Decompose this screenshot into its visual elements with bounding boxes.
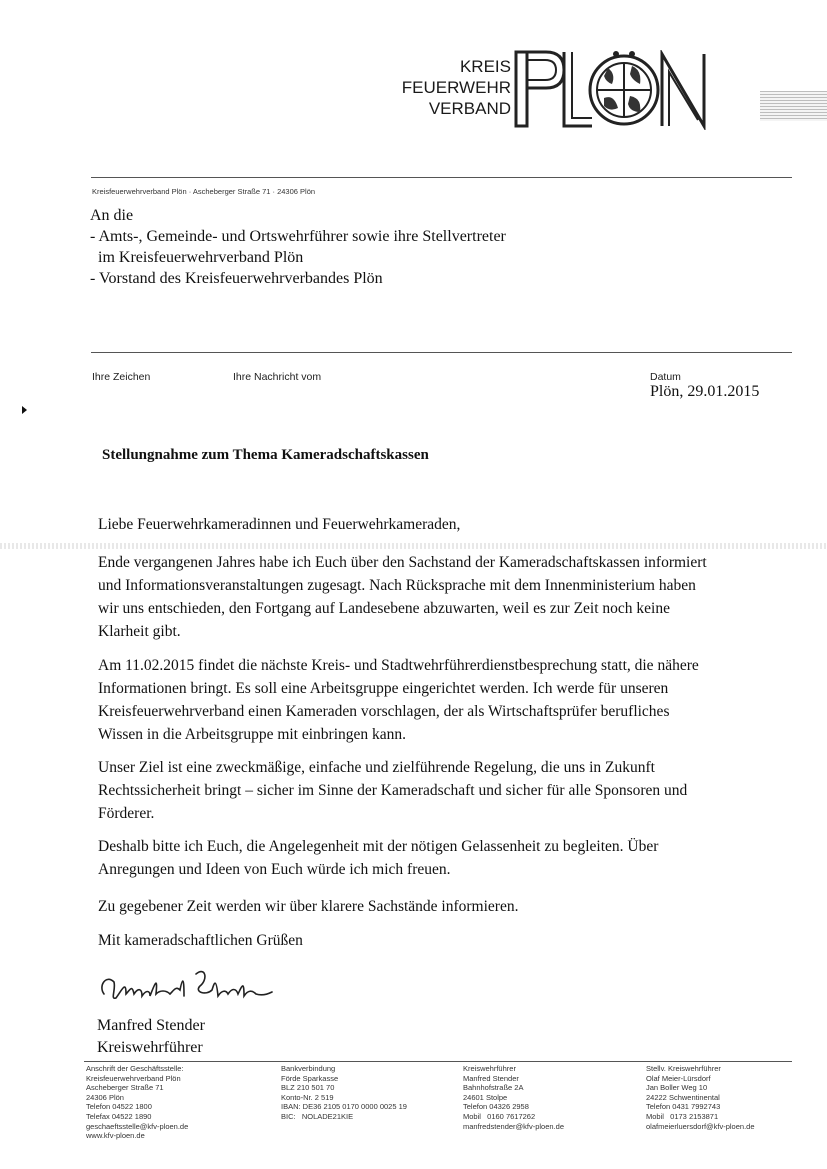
paragraph-2 [98,654,778,746]
footer-line: IBAN: DE36 2105 0170 0000 0025 19 [281,1102,407,1112]
footer-address-column [86,1064,188,1141]
footer-email-link[interactable]: manfredstender@kfv-ploen.de [463,1121,565,1131]
paragraph-line: Anregungen und Ideen von Euch würde ich mich freuen. [98,861,451,878]
handwritten-signature [96,960,276,1012]
paragraph-line: Ende vergangenen Jahres habe ich Euch über den Sachstand der Kameradschaftskassen informiert [98,554,707,571]
closing [98,929,778,952]
footer-line: Stellv. Kreiswehrführer [646,1064,721,1073]
letter-date: Plön, 29.01.2015 [650,383,760,400]
footer-line: Bankverbindung [281,1064,336,1073]
footer-email-link[interactable]: olafmeierluersdorf@kfv-ploen.de [646,1121,755,1131]
your-sign-label: Ihre Zeichen [92,371,151,383]
paragraph-line: Am 11.02.2015 findet die nächste Kreis- und Stadtwehrführerdienstbesprechung statt, die nähere [98,657,699,674]
footer-line: BLZ 210 501 70 [281,1083,335,1093]
footer-line: Telefon 04326 2958 [463,1102,529,1112]
footer-line: 24306 Plön [86,1092,124,1102]
recipient-line: - Vorstand des Kreisfeuerwehrverbandes Plön [90,270,383,287]
footer-line: 24601 Stolpe [463,1092,508,1102]
paragraph-4 [98,835,778,881]
footer-line: Kreisfeuerwehrverband Plön [86,1073,181,1083]
footer-deputy-column [646,1064,755,1131]
salutation [98,513,778,536]
footer-chief-column [463,1064,564,1131]
footer-bank-column [281,1064,407,1122]
paragraph-line: und Informationsveranstaltungen zugesagt. Nach Rücksprache mit dem Innenministerium haben [98,577,696,594]
logo-letter-n [662,54,704,126]
footer-line: Bahnhofstraße 2A [463,1083,524,1093]
footer-line: Telefon 04522 1800 [86,1102,152,1112]
signer-title: Kreiswehrführer [97,1039,203,1056]
paragraph-line: Klarheit gibt. [98,623,181,640]
paragraph-5 [98,895,778,918]
sender-return-address: Kreisfeuerwehrverband Plön · Ascheberger Straße 71 · 24306 Plön [92,187,316,196]
signer-block [97,1015,205,1059]
paragraph-3 [98,756,778,825]
footer-line: Jan Boller Weg 10 [646,1083,708,1093]
letter-subject: Stellungnahme zum Thema Kameradschaftskassen [102,447,429,463]
closing-text: Mit kameradschaftlichen Grüßen [98,932,303,949]
paragraph-line: Förderer. [98,805,155,822]
footer-line: 24222 Schwentinental [646,1092,720,1102]
scan-artifact [760,91,827,121]
recipient-line: - Amts-, Gemeinde- und Ortswehrführer sowie ihre Stellvertreter [90,228,506,245]
ploen-logo [512,50,712,130]
footer-line: Mobil 0173 2153871 [646,1111,719,1121]
paragraph-line: Kreisfeuerwehrverband einen Kameraden vorschlagen, der als Wirtschaftsprüfer berufliches [98,703,670,720]
footer-line: Anschrift der Geschäftsstelle: [86,1064,184,1073]
paragraph-1 [98,551,778,643]
recipient-block [90,205,506,289]
footer-line: Kreiswehrführer [463,1064,516,1073]
letterhead-line-kreis: KREIS [459,57,511,76]
logo-letter-p [516,52,564,126]
footer-line: Ascheberger Straße 71 [86,1083,164,1093]
footer-line: Telefon 0431 7992743 [646,1102,721,1112]
reference-divider [91,352,792,353]
footer-line: Konto-Nr. 2 519 [281,1092,334,1102]
paragraph-line: Rechtssicherheit bringt – sicher im Sinne der Kameradschaft und sicher für alle Sponsoren und [98,782,688,799]
footer-line: BIC: NOLADE21KIE [281,1111,354,1121]
salutation-text: Liebe Feuerwehrkameradinnen und Feuerwehrkameraden, [98,516,461,533]
paragraph-line: Informationen bringt. Es soll eine Arbeitsgruppe eingerichtet werden. Ich werde für unseren [98,680,669,697]
your-message-label: Ihre Nachricht vom [233,371,322,383]
logo-emblem-icon [590,51,658,124]
scan-artifact-band [0,543,827,549]
footer-website-link[interactable]: www.kfv-ploen.de [86,1131,145,1141]
paragraph-line: Wissen in die Arbeitsgruppe mit einbringen kann. [98,726,407,743]
letterhead-line-verband: VERBAND [428,99,511,118]
signer-name: Manfred Stender [97,1017,205,1034]
fold-mark-icon [22,406,27,414]
paragraph-line: Unser Ziel ist eine zweckmäßige, einfache und zielführende Regelung, die uns in Zukunft [98,759,655,776]
recipient-line: An die [90,207,134,224]
footer-line: Förde Sparkasse [281,1073,339,1083]
logo-letter-l [564,52,592,126]
footer-line: Manfred Stender [463,1073,519,1083]
date-label: Datum [650,371,681,383]
footer-email-link[interactable]: geschaeftsstelle@kfv-ploen.de [86,1121,189,1131]
letterhead-org-name [395,56,511,119]
paragraph-line: wir uns entschieden, den Fortgang auf Landesebene abzuwarten, weil es zur Zeit noch keine [98,600,670,617]
header-divider [91,177,792,178]
footer-divider [84,1061,792,1062]
paragraph-line: Deshalb bitte ich Euch, die Angelegenheit mit der nötigen Gelassenheit zu begleiten. Über [98,838,659,855]
paragraph-line: Zu gegebener Zeit werden wir über klarere Sachstände informieren. [98,898,519,915]
footer-line: Telefax 04522 1890 [86,1111,152,1121]
footer-line: Mobil 0160 7617262 [463,1111,536,1121]
footer-line: Olaf Meier-Lürsdorf [646,1073,711,1083]
letterhead-line-feuerwehr: FEUERWEHR [401,78,511,97]
recipient-line: im Kreisfeuerwehrverband Plön [90,249,304,266]
